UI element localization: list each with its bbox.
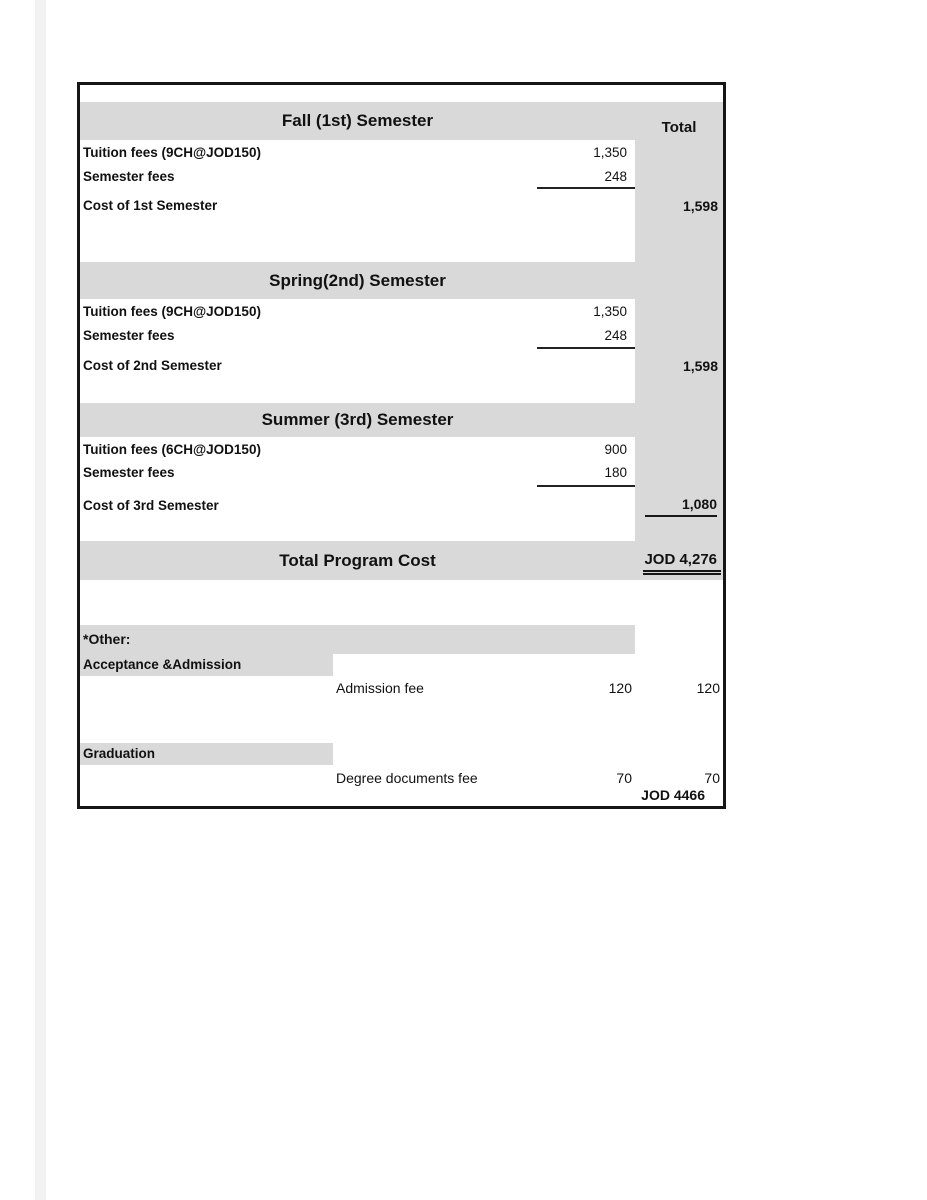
sum-line (537, 187, 635, 189)
total-column-bg (635, 102, 723, 541)
item-amount: 70 (616, 770, 632, 786)
item-label: Admission fee (336, 680, 424, 696)
section-header-spring: Spring(2nd) Semester (80, 262, 635, 299)
sum-line (537, 347, 635, 349)
row-amount: 1,350 (593, 145, 627, 160)
sum-line (537, 485, 635, 487)
section-header-summer: Summer (3rd) Semester (80, 403, 635, 437)
group-header-graduation: Graduation (80, 743, 333, 765)
subtotal-label: Cost of 1st Semester (83, 198, 218, 213)
row-amount: 248 (604, 169, 627, 184)
row-label: Semester fees (83, 328, 175, 343)
subtotal-label: Cost of 3rd Semester (83, 498, 219, 513)
row-amount: 180 (604, 465, 627, 480)
group-header-acceptance: Acceptance &Admission (80, 654, 333, 676)
column-gutter-strip (35, 0, 46, 1200)
row-amount: 248 (604, 328, 627, 343)
row-label: Semester fees (83, 465, 175, 480)
subtotal-value: 1,598 (682, 358, 718, 374)
total-program-cost-value: JOD 4,276 (643, 547, 721, 575)
row-label: Tuition fees (9CH@JOD150) (83, 145, 261, 160)
section-header-fall: Fall (1st) Semester (80, 102, 635, 140)
subtotal-value: 1,598 (682, 198, 718, 214)
total-column-header: Total (661, 119, 697, 136)
other-section-header: *Other: (80, 625, 635, 654)
row-amount: 900 (604, 442, 627, 457)
row-amount: 1,350 (593, 304, 627, 319)
total-program-cost-label: Total Program Cost (279, 551, 436, 570)
item-total: 120 (696, 680, 720, 696)
subtotal-value-underlined: 1,080 (645, 494, 717, 517)
row-label: Tuition fees (9CH@JOD150) (83, 304, 261, 319)
grand-total-value: JOD 4466 (641, 787, 705, 803)
item-label: Degree documents fee (336, 770, 478, 786)
row-label: Tuition fees (6CH@JOD150) (83, 442, 261, 457)
program-cost-table (77, 82, 726, 809)
subtotal-label: Cost of 2nd Semester (83, 358, 222, 373)
row-label: Semester fees (83, 169, 175, 184)
item-amount: 120 (608, 680, 632, 696)
item-total: 70 (704, 770, 720, 786)
